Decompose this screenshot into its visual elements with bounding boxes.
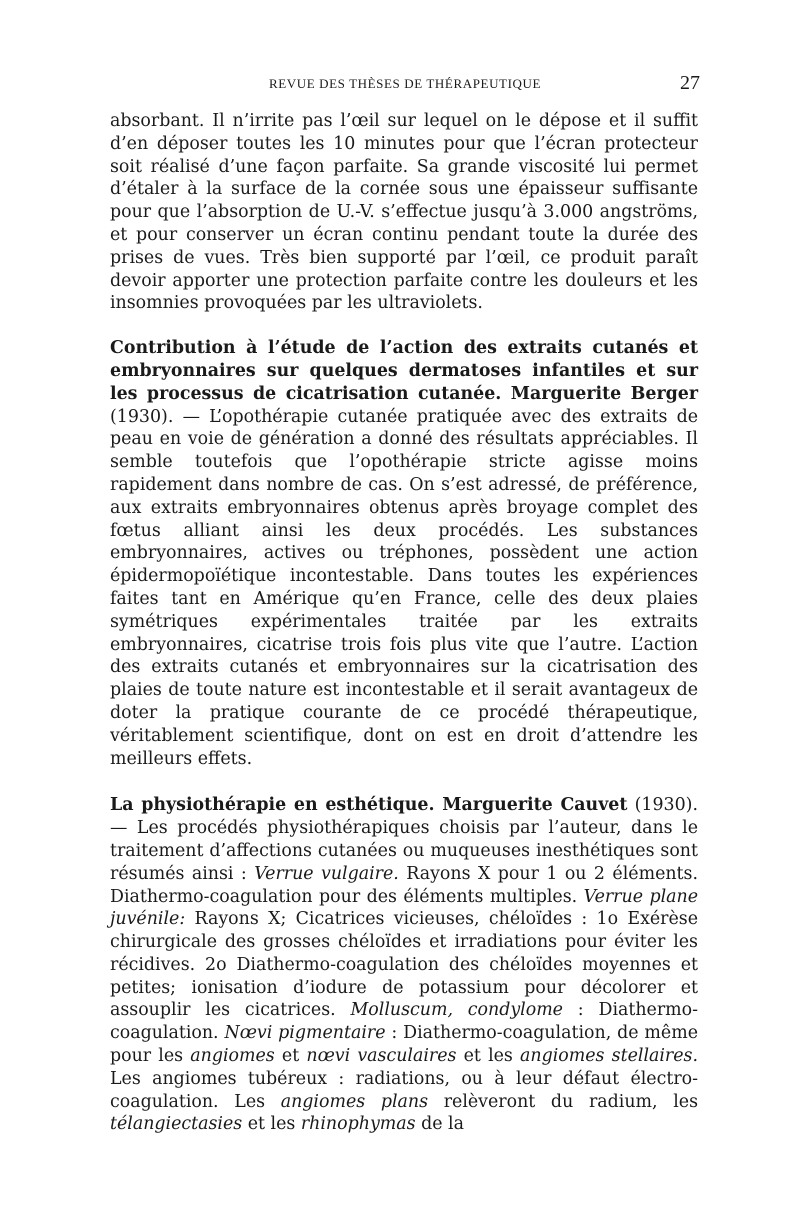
- thesis-entry-berger: [110, 337, 698, 770]
- thesis-summary: — L’opothérapie cutanée pratiquée avec des extraits de peau en voie de génération a donné des résultats appréciables. Il semble toutefois que l’opothérapie stricte agisse moins rapidement dans nombre de cas. On s’est adressé, de préférence, aux extraits embryonnaires obtenus après broyage complet des fœtus alliant ainsi les deux procédés. Les substances embryonnaires, actives ou tréphones, possèdent une action épidermopoïétique incontestable. Dans toutes les expériences faites tant en Amérique qu’en France, celle des deux plaies symétriques expérimentales traitée par les extraits embryonnaires, cicatrise trois fois plus vite que l’autre. L’action des extraits cutanés et embryonnaires sur la cicatrisation des plaies de toute nature est incontestable et il serait avantageux de doter la pratique courante de ce procédé thérapeutique, véritablement scientifique, dont on est en droit d’attendre les meilleurs effets.: [110, 406, 698, 769]
- thesis-title: La physiothérapie en esthétique. Marguerite Cauvet: [110, 795, 628, 816]
- thesis-title: Contribution à l’étude de l’action des extraits cutanés et embryonnaires sur quelques dermatoses infantiles et sur les processus de cicatrisation cutanée. Marguerite Berger: [110, 338, 698, 404]
- summary-text: et: [274, 1046, 307, 1067]
- term-italic: angiomes stellaires.: [520, 1046, 698, 1067]
- summary-text: : Diathermo-coagulation.: [110, 1000, 699, 1044]
- thesis-year: (1930).: [634, 795, 698, 816]
- paragraph-continuation: [110, 110, 698, 315]
- page-header: [110, 72, 700, 100]
- summary-text: de la: [415, 1114, 464, 1135]
- thesis-year: (1930).: [110, 406, 174, 427]
- term-italic: télangiectasies: [110, 1114, 243, 1135]
- summary-text: Rayons X pour 1 ou 2 éléments. Diathermo-coagulation pour des éléments multiples.: [110, 863, 698, 907]
- term-italic: rhinophymas: [300, 1114, 416, 1135]
- summary-text: relèveront du radium, les: [428, 1091, 698, 1112]
- thesis-entry-cauvet: [110, 794, 698, 1136]
- term-italic: Verrue vulgaire.: [254, 863, 399, 884]
- summary-text: et les: [242, 1114, 301, 1135]
- term-italic: nœvi vasculaires: [306, 1046, 457, 1067]
- summary-text: — Les procédés physiothérapiques choisis par l’auteur, dans le traitement d’affections cutanées ou muqueuses inesthétiques sont résumés ainsi :: [110, 818, 698, 884]
- paragraph-text: absorbant. Il n’irrite pas l’œil sur lequel on le dépose et il suffit d’en déposer toutes les 10 minutes pour que l’écran protecteur soit réalisé d’une façon parfaite. Sa grande viscosité lui permet d’étaler à la surface de la cornée sous une épaisseur suffisante pour que l’absorption de U.-V. s’effectue jusqu’à 3.000 angströms, et pour conserver un écran continu pendant toute la durée des prises de vues. Très bien supporté par l’œil, ce produit paraît devoir apporter une protection parfaite contre les douleurs et les insomnies provoquées par les ultraviolets.: [110, 111, 698, 314]
- term-italic: Verrue plane juvénile:: [110, 886, 698, 930]
- running-head: REVUE DES THÈSES DE THÉRAPEUTIQUE: [268, 76, 542, 91]
- article-body: [110, 110, 698, 1136]
- term-italic: Nœvi pigmentaire: [224, 1023, 386, 1044]
- summary-text: et les: [456, 1046, 521, 1067]
- summary-text: Rayons X; Cicatrices vicieuses, chéloïdes : 1o Exérèse chirurgicale des grosses chéloïdes et irradiations pour éviter les récidives. 2o Diathermo-coagulation des chéloïdes moyennes et petites; ionisation d’iodure de potassium pour décolorer et assouplir les cicatrices.: [110, 909, 698, 1021]
- term-italic: angiomes: [190, 1046, 275, 1067]
- summary-text: : Diathermo-coagulation, de même pour les: [110, 1023, 698, 1067]
- term-italic: angiomes plans: [280, 1091, 429, 1112]
- page-number: 27: [680, 72, 700, 94]
- summary-text: Les angiomes tubéreux : radiations, ou à leur défaut électro-coagulation. Les: [110, 1068, 698, 1112]
- term-italic: Molluscum, condylome: [350, 1000, 563, 1021]
